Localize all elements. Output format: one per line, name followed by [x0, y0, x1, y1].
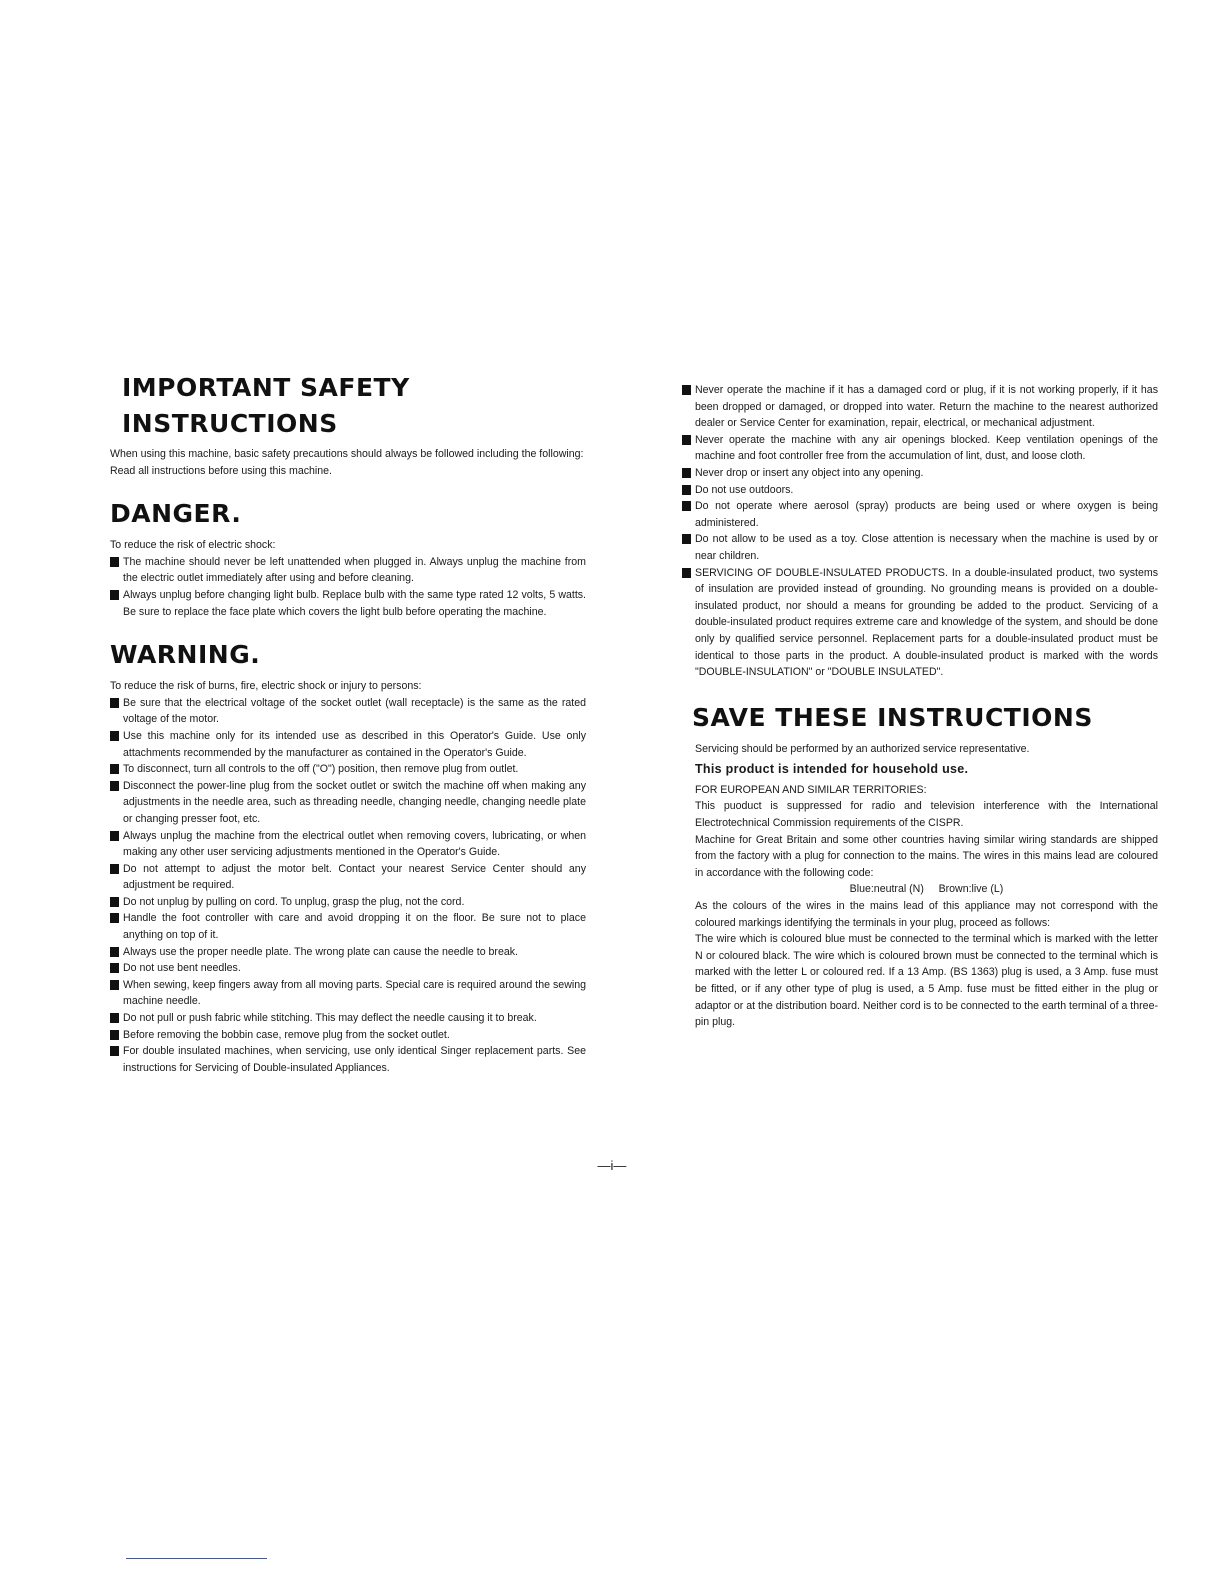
- servicing-text: Servicing should be performed by an authorized service representative.: [695, 742, 1030, 755]
- list-item: Do not allow to be used as a toy. Close attention is necessary when the machine is used by or near children.: [682, 531, 1158, 564]
- list-item: Always unplug before changing light bulb. Replace bulb with the same type rated 12 volts, 5 watts. Be sure to replace the face plate which covers the light bulb before operating the machine.: [110, 587, 586, 620]
- intro-text: When using this machine, basic safety precautions should always be followed including the following:: [110, 448, 584, 460]
- list-item: When sewing, keep fingers away from all moving parts. Special care is required around the sewing machine needle.: [110, 977, 586, 1010]
- warning-heading: WARNING.: [110, 640, 261, 670]
- wire-rules-text: The wire which is coloured blue must be connected to the terminal which is marked with the letter N or coloured black. The wire which is coloured brown must be connected to the terminal which is marked with the letter L or coloured red. If a 13 Amp. (BS 1363) plug is used, a 3 Amp. fuse must be fitted, or if any other type of plug is used, a 5 Amp. fuse must be fitted either in the plug or adaptor or at the distribution board. Neither cord is to be connected to the earth terminal of a three-pin plug.: [695, 933, 1158, 1029]
- list-item: Disconnect the power-line plug from the socket outlet or switch the machine off when making any adjustments in the needle area, such as threading needle, changing needle, changing needle plate or changing presser foot, etc.: [110, 778, 586, 828]
- bullet-square-icon: [110, 980, 119, 990]
- list-item: Handle the foot controller with care and avoid dropping it on the floor. Be sure not to place anything on top of it.: [110, 910, 586, 943]
- list-item: Never drop or insert any object into any opening.: [682, 465, 1158, 482]
- list-item: Do not pull or push fabric while stitching. This may deflect the needle causing it to break.: [110, 1010, 586, 1027]
- list-item: Do not operate where aerosol (spray) products are being used or where oxygen is being administered.: [682, 498, 1158, 531]
- wire-colour-codes: [695, 881, 1158, 898]
- territories-heading: FOR EUROPEAN AND SIMILAR TERRITORIES:: [695, 783, 927, 796]
- page-number: —i—: [597, 1158, 627, 1173]
- warning-lead: To reduce the risk of burns, fire, electric shock or injury to persons:: [110, 680, 422, 693]
- save-body: [682, 741, 1158, 1031]
- list-item: For double insulated machines, when servicing, use only identical Singer replacement parts. See instructions for Servicing of Double-insulated Appliances.: [110, 1043, 586, 1076]
- list-item: Never operate the machine with any air openings blocked. Keep ventilation openings of the machine and foot controller free from the accumulation of lint, dust, and loose cloth.: [682, 432, 1158, 465]
- right-column: [682, 382, 1158, 1031]
- list-item: SERVICING OF DOUBLE-INSULATED PRODUCTS. In a double-insulated product, two systems of insulation are provided instead of grounding. No grounding means is provided on a double-insulated product, nor should a means for grounding be added to the product. Servicing of a double-insulated product requires extreme care and knowledge of the system, and should be done only by qualified service personnel. Replacement parts for a double-insulated product must be identical to those parts in the product. A double-insulated product is marked with the words "DOUBLE-INSULATION" or "DOUBLE INSULATED".: [682, 565, 1158, 681]
- footer-rule: [126, 1558, 267, 1559]
- list-item: Always unplug the machine from the electrical outlet when removing covers, lubricating, or when making any other user servicing adjustments mentioned in the Operator's Guide.: [110, 828, 586, 861]
- bullet-square-icon: [110, 698, 119, 708]
- intro-block: [110, 446, 586, 479]
- bullet-square-icon: [682, 468, 691, 478]
- bullet-square-icon: [682, 568, 691, 578]
- household-use-text: This product is intended for household use.: [695, 762, 969, 777]
- bullet-square-icon: [682, 385, 691, 395]
- bullet-square-icon: [110, 864, 119, 874]
- list-item: Before removing the bobbin case, remove plug from the socket outlet.: [110, 1027, 586, 1044]
- continued-warning-list: [682, 382, 1158, 681]
- bullet-square-icon: [110, 831, 119, 841]
- list-item: Do not use outdoors.: [682, 482, 1158, 499]
- bullet-square-icon: [682, 501, 691, 511]
- machine-gb-text: Machine for Great Britain and some other countries having similar wiring standards are shipped from the factory with a plug for connection to the mains. The wires in this mains lead are coloured in accordance with the following code:: [695, 833, 1158, 879]
- list-item: Be sure that the electrical voltage of the socket outlet (wall receptacle) is the same as the rated voltage of the motor.: [110, 695, 586, 728]
- list-item: Do not use bent needles.: [110, 960, 586, 977]
- bullet-square-icon: [110, 764, 119, 774]
- bullet-square-icon: [110, 781, 119, 791]
- danger-list: [110, 554, 586, 620]
- suppressed-text: This puoduct is suppressed for radio and television interference with the International Electrotechnical Commission requirements of the CISPR.: [695, 800, 1158, 830]
- bullet-square-icon: [110, 557, 119, 567]
- danger-heading: DANGER.: [110, 499, 242, 529]
- bullet-square-icon: [110, 947, 119, 957]
- read-all-text: Read all instructions before using this machine.: [110, 464, 332, 477]
- list-item: Always use the proper needle plate. The wrong plate can cause the needle to break.: [110, 944, 586, 961]
- bullet-square-icon: [110, 897, 119, 907]
- danger-lead: To reduce the risk of electric shock:: [110, 539, 276, 552]
- left-column: [110, 370, 586, 1076]
- list-item: Do not attempt to adjust the motor belt. Contact your nearest Service Center should any adjustment be required.: [110, 861, 586, 894]
- list-item: Do not unplug by pulling on cord. To unplug, grasp the plug, not the cord.: [110, 894, 586, 911]
- list-item: The machine should never be left unattended when plugged in. Always unplug the machine from the electric outlet immediately after using and before cleaning.: [110, 554, 586, 587]
- bullet-square-icon: [110, 913, 119, 923]
- bullet-square-icon: [682, 435, 691, 445]
- bullet-square-icon: [110, 963, 119, 973]
- bullet-square-icon: [110, 590, 119, 600]
- bullet-square-icon: [110, 1030, 119, 1040]
- bullet-square-icon: [682, 485, 691, 495]
- bullet-square-icon: [110, 1013, 119, 1023]
- bullet-square-icon: [682, 534, 691, 544]
- code-brown: Brown:live (L): [938, 883, 1004, 896]
- save-instructions-heading: SAVE THESE INSTRUCTIONS: [692, 702, 1093, 732]
- bullet-square-icon: [110, 1046, 119, 1056]
- warning-list: [110, 695, 586, 1077]
- as-colours-text: As the colours of the wires in the mains lead of this appliance may not correspond with the coloured markings identifying the terminals in your plug, proceed as follows:: [695, 900, 1158, 929]
- list-item: To disconnect, turn all controls to the off ("O") position, then remove plug from outlet.: [110, 761, 586, 778]
- code-blue: Blue:neutral (N): [849, 883, 924, 896]
- list-item: Never operate the machine if it has a damaged cord or plug, if it is not working properly, if it has been dropped or damaged, or dropped into water. Return the machine to the nearest authorized dealer or Service Center for examination, repair, electrical, or mechanical adjustment.: [682, 382, 1158, 432]
- bullet-square-icon: [110, 731, 119, 741]
- page-title: IMPORTANT SAFETY INSTRUCTIONS: [122, 373, 410, 438]
- list-item: Use this machine only for its intended use as described in this Operator's Guide. Use only attachments recommended by the manufacturer as contained in the Operator's Guide.: [110, 728, 586, 761]
